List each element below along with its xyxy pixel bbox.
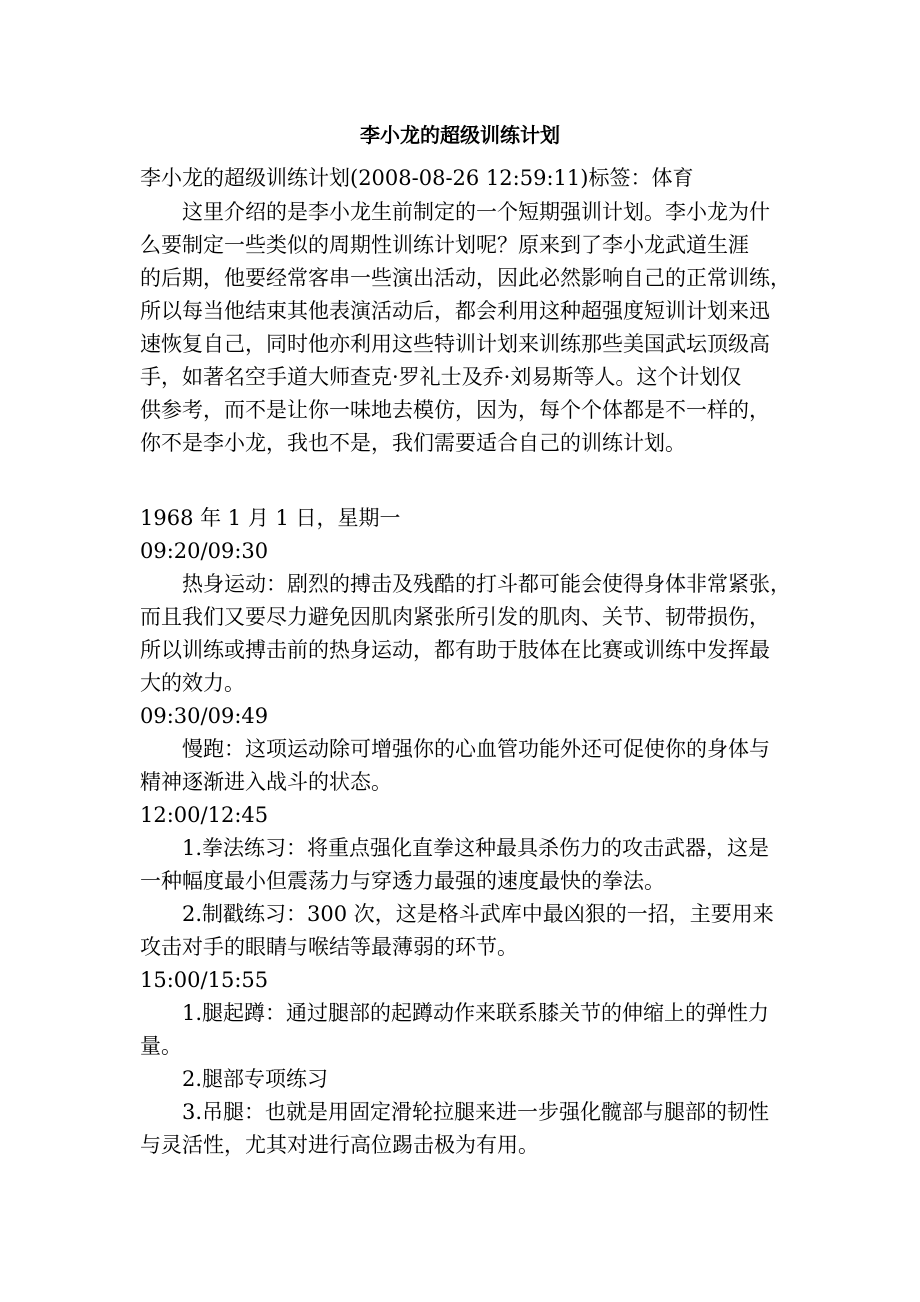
text-line: 1.腿起蹲：通过腿部的起蹲动作来联系膝关节的伸缩上的弹性力 — [182, 1001, 770, 1025]
text-line: 供参考，而不是让你一味地去模仿，因为，每个个体都是不一样的， — [140, 398, 770, 422]
text-line: 的后期，他要经常客串一些演出活动，因此必然影响自己的正常训练， — [140, 266, 791, 290]
date-heading: 1968 年 1 月 1 日，星期一 — [140, 506, 401, 530]
text-line: 这里介绍的是李小龙生前制定的一个短期强训计划。李小龙为什 — [182, 200, 770, 224]
text-line: 与灵活性，尤其对进行高位踢击极为有用。 — [140, 1133, 539, 1157]
session-time: 09:30/09:49 — [140, 704, 269, 728]
text-line: 慢跑：这项运动除可增强你的心血管功能外还可促使你的身体与 — [182, 737, 770, 761]
text-line: 热身运动：剧烈的搏击及残酷的打斗都可能会使得身体非常紧张， — [182, 572, 791, 596]
text-line: 一种幅度最小但震荡力与穿透力最强的速度最快的拳法。 — [140, 869, 665, 893]
text-line: 么要制定一些类似的周期性训练计划呢？原来到了李小龙武道生涯 — [140, 233, 749, 257]
session-time: 12:00/12:45 — [140, 803, 269, 827]
text-line: 2.腿部专项练习 — [182, 1067, 329, 1091]
text-line: 大的效力。 — [140, 671, 245, 695]
text-line: 所以每当他结束其他表演活动后，都会利用这种超强度短训计划来迅 — [140, 299, 770, 323]
text-line: 而且我们又要尽力避免因肌肉紧张所引发的肌肉、关节、韧带损伤， — [140, 605, 770, 629]
text-line: 攻击对手的眼睛与喉结等最薄弱的环节。 — [140, 935, 518, 959]
text-line: 1.拳法练习：将重点强化直拳这种最具杀伤力的攻击武器，这是 — [182, 836, 770, 860]
text-line: 量。 — [140, 1034, 182, 1058]
text-line: 手，如著名空手道大师查克·罗礼士及乔·刘易斯等人。这个计划仅 — [140, 365, 742, 389]
text-line: 所以训练或搏击前的热身运动，都有助于肢体在比赛或训练中发挥最 — [140, 638, 770, 662]
text-line: 精神逐渐进入战斗的状态。 — [140, 770, 392, 794]
text-line: 速恢复自己，同时他亦利用这些特训计划来训练那些美国武坛顶级高 — [140, 332, 770, 356]
text-line: 2.制戳练习：300 次，这是格斗武库中最凶狠的一招，主要用来 — [182, 902, 774, 926]
session-time: 09:20/09:30 — [140, 539, 269, 563]
session-time: 15:00/15:55 — [140, 968, 269, 992]
meta-line: 李小龙的超级训练计划(2008-08-26 12:59:11)标签：体育 — [140, 166, 694, 190]
text-line: 你不是李小龙，我也不是，我们需要适合自己的训练计划。 — [140, 431, 686, 455]
text-line: 3.吊腿：也就是用固定滑轮拉腿来进一步强化髋部与腿部的韧性 — [182, 1100, 770, 1124]
document-title: 李小龙的超级训练计划 — [360, 123, 560, 147]
